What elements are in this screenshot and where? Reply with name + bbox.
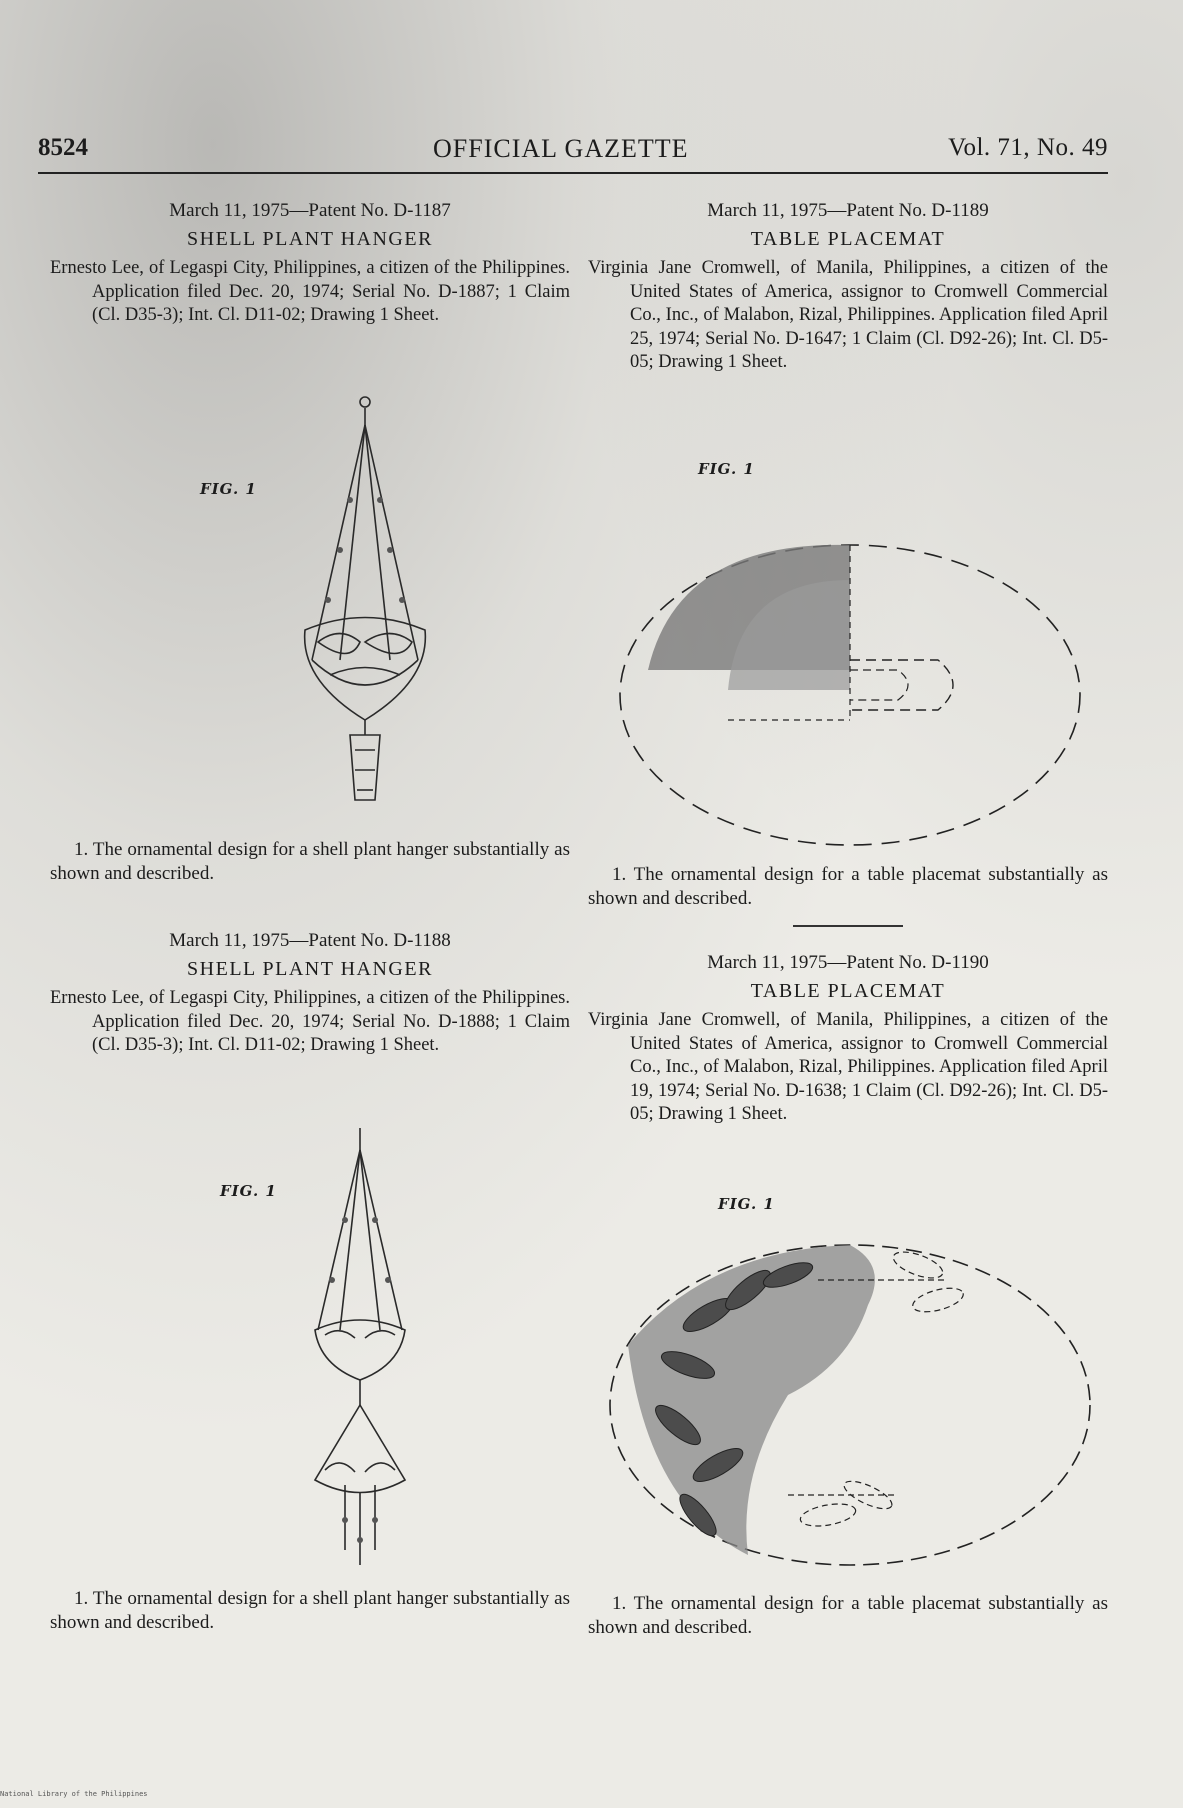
entry-body: Ernesto Lee, of Legaspi City, Philippines, a citizen of the Philippines. Application filed Dec. 20, 1974; Serial No. D-1888; 1 Claim (Cl. D35-3); Int. Cl. D11-02; Drawing 1 Sheet. xyxy=(50,988,570,1055)
claim-d1190 xyxy=(588,1592,1108,1640)
entry-title: TABLE PLACEMAT xyxy=(750,228,946,250)
entry-date-line: March 11, 1975—Patent No. D-1188 xyxy=(169,930,451,951)
shell-plant-hanger-drawing xyxy=(200,390,460,830)
entry-date-line: March 11, 1975—Patent No. D-1190 xyxy=(707,952,989,973)
patent-entry-d1187 xyxy=(50,200,570,328)
entry-body: Virginia Jane Cromwell, of Manila, Philippines, a citizen of the United States of America, assignor to Cromwell Commercial Co., Inc., of Malabon, Rizal, Philippines. Application filed April 25, 1974; Serial No. D-1647; 1 Claim (Cl. D92-26); Int. Cl. D5-05; Drawing 1 Sheet. xyxy=(588,258,1108,372)
table-placemat-drawing xyxy=(588,460,1108,860)
table-placemat-figure-2 xyxy=(588,1195,1108,1585)
entry-title: SHELL PLANT HANGER xyxy=(187,228,433,250)
claim-text: 1. The ornamental design for a table placemat substantially as shown and described. xyxy=(588,864,1108,909)
patent-entry-d1190 xyxy=(588,952,1108,1127)
claim-text: 1. The ornamental design for a shell plant hanger substantially as shown and described. xyxy=(50,1588,570,1633)
scan-footer-note: National Library of the Philippines xyxy=(0,1790,148,1798)
patent-entry-d1188 xyxy=(50,930,570,1058)
table-placemat-figure-1 xyxy=(588,460,1108,860)
claim-d1188 xyxy=(50,1587,570,1635)
entry-date-line: March 11, 1975—Patent No. D-1187 xyxy=(169,200,451,221)
shell-plant-hanger-figure-1 xyxy=(200,390,460,830)
entry-title: TABLE PLACEMAT xyxy=(750,980,946,1002)
entry-date-line: March 11, 1975—Patent No. D-1189 xyxy=(707,200,989,221)
claim-text: 1. The ornamental design for a shell plant hanger substantially as shown and described. xyxy=(50,839,570,884)
patent-entry-d1189 xyxy=(588,200,1108,375)
volume-number: Vol. 71, No. 49 xyxy=(948,134,1108,161)
claim-d1189 xyxy=(588,863,1108,911)
entry-divider xyxy=(793,925,903,927)
claim-text: 1. The ornamental design for a table placemat substantially as shown and described. xyxy=(588,1593,1108,1638)
page-number: 8524 xyxy=(38,134,88,161)
entry-body: Virginia Jane Cromwell, of Manila, Philippines, a citizen of the United States of America, assignor to Cromwell Commercial Co., Inc., of Malabon, Rizal, Philippines. Application filed April 19, 1974; Serial No. D-1638; 1 Claim (Cl. D92-26); Int. Cl. D5-05; Drawing 1 Sheet. xyxy=(588,1010,1108,1124)
table-placemat-drawing xyxy=(588,1195,1108,1585)
figure-label: FIG. 1 xyxy=(718,1195,775,1213)
shell-plant-hanger-figure-2 xyxy=(220,1120,480,1580)
entry-body: Ernesto Lee, of Legaspi City, Philippines, a citizen of the Philippines. Application filed Dec. 20, 1974; Serial No. D-1887; 1 Claim (Cl. D35-3); Int. Cl. D11-02; Drawing 1 Sheet. xyxy=(50,258,570,325)
claim-d1187 xyxy=(50,838,570,886)
entry-title: SHELL PLANT HANGER xyxy=(187,958,433,980)
figure-label: FIG. 1 xyxy=(220,1182,277,1200)
page-header xyxy=(38,128,1108,174)
figure-label: FIG. 1 xyxy=(200,480,257,498)
gazette-title: OFFICIAL GAZETTE xyxy=(433,134,689,163)
figure-label: FIG. 1 xyxy=(698,460,755,478)
